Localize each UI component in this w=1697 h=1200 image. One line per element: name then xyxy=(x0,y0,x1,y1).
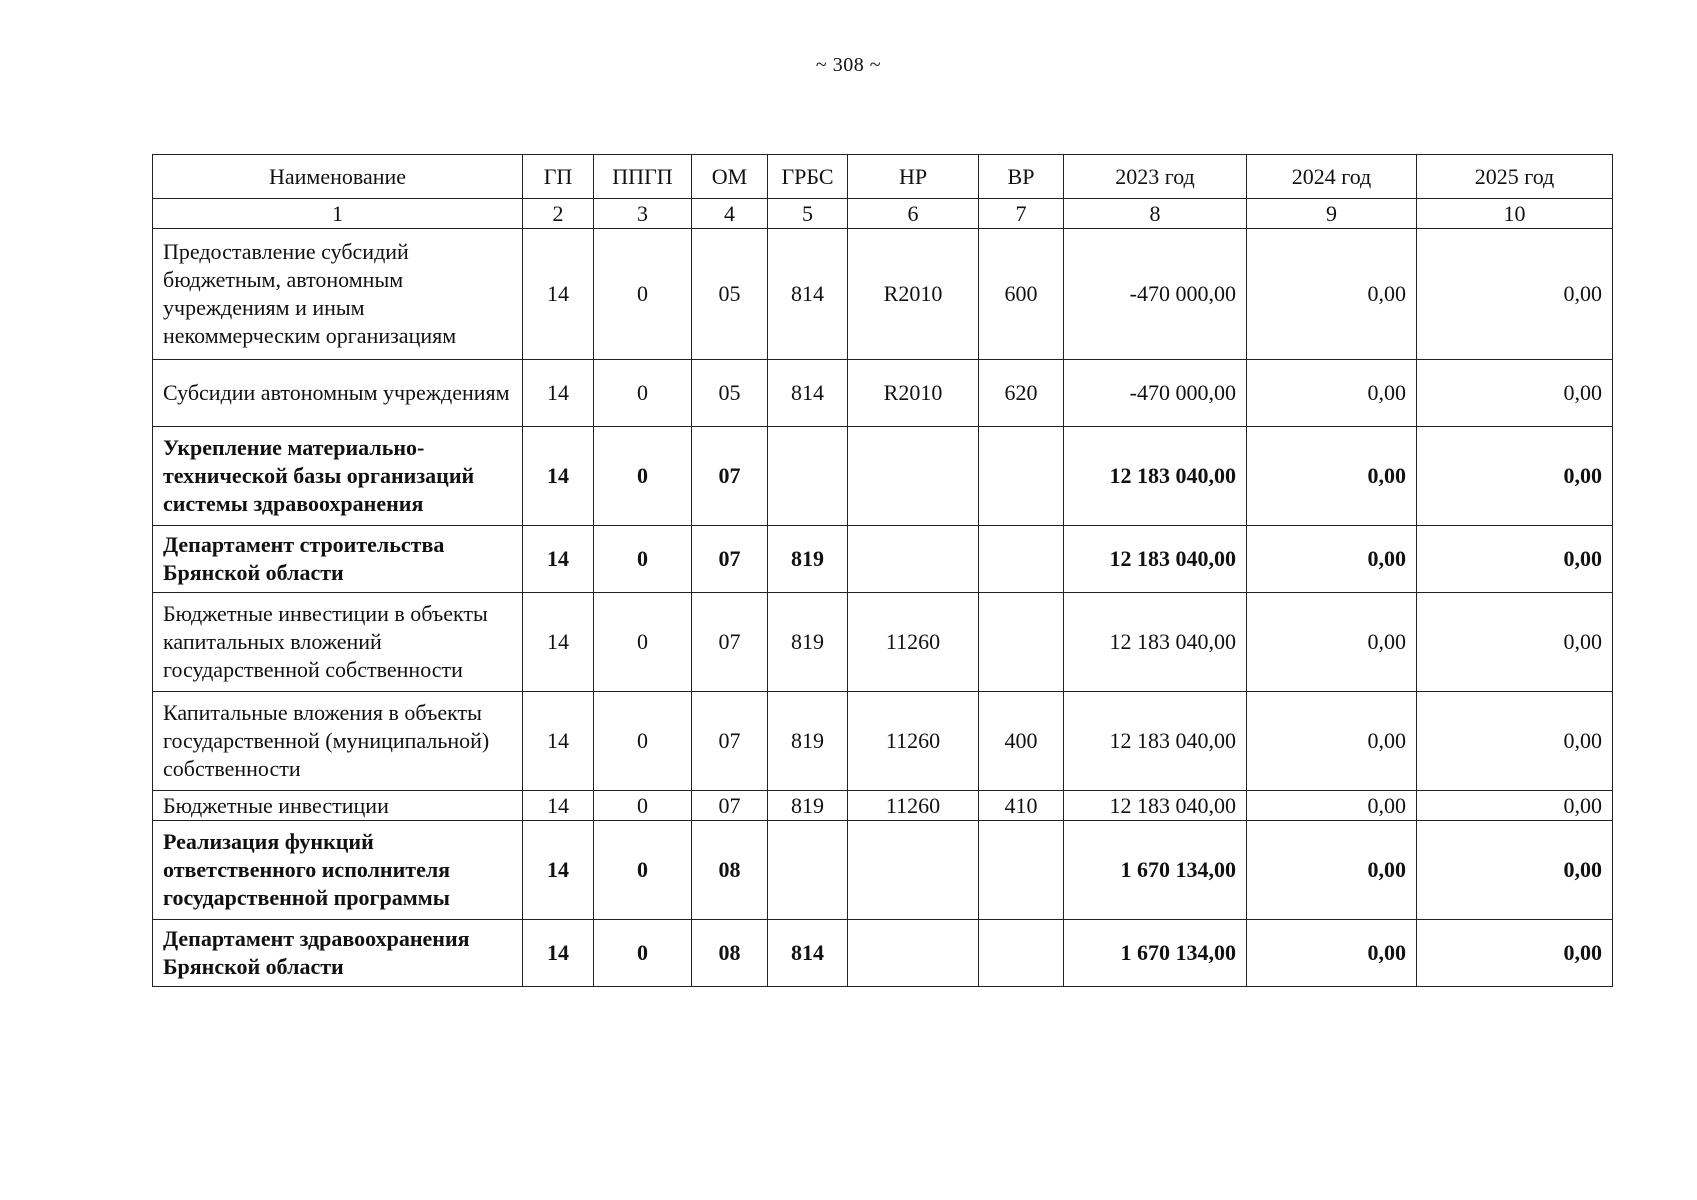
column-number: 10 xyxy=(1417,199,1613,229)
cell-name: Департамент строительства Брянской области xyxy=(153,526,523,593)
cell-grbs: 819 xyxy=(768,593,848,692)
cell-name: Бюджетные инвестиции xyxy=(153,791,523,821)
header-vr: ВР xyxy=(979,155,1064,199)
cell-om: 07 xyxy=(692,791,768,821)
cell-nr xyxy=(848,427,979,526)
table-row xyxy=(153,821,1613,920)
cell-ppgp: 0 xyxy=(594,427,692,526)
cell-om: 07 xyxy=(692,526,768,593)
cell-ppgp: 0 xyxy=(594,526,692,593)
column-number: 1 xyxy=(153,199,523,229)
cell-2023: -470 000,00 xyxy=(1064,360,1247,427)
column-number: 3 xyxy=(594,199,692,229)
cell-ppgp: 0 xyxy=(594,920,692,987)
cell-gp: 14 xyxy=(523,692,594,791)
cell-2023: 1 670 134,00 xyxy=(1064,821,1247,920)
table-row xyxy=(153,229,1613,360)
cell-2024: 0,00 xyxy=(1247,920,1417,987)
cell-ppgp: 0 xyxy=(594,821,692,920)
cell-vr xyxy=(979,427,1064,526)
cell-2024: 0,00 xyxy=(1247,821,1417,920)
column-number: 8 xyxy=(1064,199,1247,229)
cell-name: Предоставление субсидий бюджетным, автономным учреждениям и иным некоммерческим организациям xyxy=(153,229,523,360)
cell-2023: 12 183 040,00 xyxy=(1064,692,1247,791)
cell-grbs: 819 xyxy=(768,692,848,791)
column-number: 6 xyxy=(848,199,979,229)
header-name: Наименование xyxy=(153,155,523,199)
cell-ppgp: 0 xyxy=(594,791,692,821)
column-number: 5 xyxy=(768,199,848,229)
cell-gp: 14 xyxy=(523,360,594,427)
cell-gp: 14 xyxy=(523,526,594,593)
cell-2023: 12 183 040,00 xyxy=(1064,791,1247,821)
cell-nr: 11260 xyxy=(848,692,979,791)
cell-2023: -470 000,00 xyxy=(1064,229,1247,360)
cell-vr: 600 xyxy=(979,229,1064,360)
column-number: 4 xyxy=(692,199,768,229)
cell-nr: R2010 xyxy=(848,229,979,360)
cell-ppgp: 0 xyxy=(594,360,692,427)
cell-om: 07 xyxy=(692,692,768,791)
cell-2025: 0,00 xyxy=(1417,821,1613,920)
cell-2025: 0,00 xyxy=(1417,593,1613,692)
cell-nr: 11260 xyxy=(848,593,979,692)
cell-nr: R2010 xyxy=(848,360,979,427)
table-row xyxy=(153,526,1613,593)
table-row xyxy=(153,692,1613,791)
cell-grbs xyxy=(768,427,848,526)
header-om: ОМ xyxy=(692,155,768,199)
cell-vr: 400 xyxy=(979,692,1064,791)
cell-nr xyxy=(848,920,979,987)
cell-nr xyxy=(848,526,979,593)
cell-om: 07 xyxy=(692,593,768,692)
cell-ppgp: 0 xyxy=(594,229,692,360)
cell-2025: 0,00 xyxy=(1417,920,1613,987)
cell-om: 08 xyxy=(692,821,768,920)
table-row xyxy=(153,791,1613,821)
header-nr: НР xyxy=(848,155,979,199)
cell-grbs: 819 xyxy=(768,791,848,821)
cell-gp: 14 xyxy=(523,791,594,821)
cell-grbs: 814 xyxy=(768,920,848,987)
table-row xyxy=(153,593,1613,692)
cell-nr xyxy=(848,821,979,920)
cell-ppgp: 0 xyxy=(594,593,692,692)
table-row xyxy=(153,920,1613,987)
column-number-row xyxy=(153,199,1613,229)
cell-vr xyxy=(979,593,1064,692)
cell-vr: 620 xyxy=(979,360,1064,427)
cell-gp: 14 xyxy=(523,593,594,692)
cell-name: Субсидии автономным учреждениям xyxy=(153,360,523,427)
header-2024: 2024 год xyxy=(1247,155,1417,199)
cell-2023: 1 670 134,00 xyxy=(1064,920,1247,987)
header-ppgp: ППГП xyxy=(594,155,692,199)
column-number: 9 xyxy=(1247,199,1417,229)
cell-2025: 0,00 xyxy=(1417,360,1613,427)
cell-gp: 14 xyxy=(523,229,594,360)
cell-grbs: 814 xyxy=(768,360,848,427)
cell-2023: 12 183 040,00 xyxy=(1064,427,1247,526)
cell-om: 05 xyxy=(692,229,768,360)
cell-name: Бюджетные инвестиции в объекты капитальных вложений государственной собственности xyxy=(153,593,523,692)
cell-2024: 0,00 xyxy=(1247,427,1417,526)
cell-name: Департамент здравоохранения Брянской области xyxy=(153,920,523,987)
header-2023: 2023 год xyxy=(1064,155,1247,199)
cell-2025: 0,00 xyxy=(1417,229,1613,360)
budget-table xyxy=(152,154,1613,987)
cell-gp: 14 xyxy=(523,821,594,920)
cell-vr: 410 xyxy=(979,791,1064,821)
cell-vr xyxy=(979,920,1064,987)
table-row xyxy=(153,427,1613,526)
cell-vr xyxy=(979,526,1064,593)
cell-gp: 14 xyxy=(523,427,594,526)
cell-nr: 11260 xyxy=(848,791,979,821)
cell-om: 07 xyxy=(692,427,768,526)
cell-2023: 12 183 040,00 xyxy=(1064,526,1247,593)
cell-2024: 0,00 xyxy=(1247,229,1417,360)
cell-2025: 0,00 xyxy=(1417,526,1613,593)
cell-ppgp: 0 xyxy=(594,692,692,791)
cell-2024: 0,00 xyxy=(1247,593,1417,692)
header-row xyxy=(153,155,1613,199)
cell-vr xyxy=(979,821,1064,920)
column-number: 7 xyxy=(979,199,1064,229)
cell-om: 05 xyxy=(692,360,768,427)
cell-name: Капитальные вложения в объекты государственной (муниципальной) собственности xyxy=(153,692,523,791)
cell-2025: 0,00 xyxy=(1417,692,1613,791)
cell-om: 08 xyxy=(692,920,768,987)
cell-2025: 0,00 xyxy=(1417,427,1613,526)
column-number: 2 xyxy=(523,199,594,229)
cell-2024: 0,00 xyxy=(1247,791,1417,821)
page-number: ~ 308 ~ xyxy=(815,54,882,76)
cell-2024: 0,00 xyxy=(1247,692,1417,791)
cell-2023: 12 183 040,00 xyxy=(1064,593,1247,692)
cell-grbs xyxy=(768,821,848,920)
cell-grbs: 819 xyxy=(768,526,848,593)
header-2025: 2025 год xyxy=(1417,155,1613,199)
cell-2024: 0,00 xyxy=(1247,526,1417,593)
cell-name: Укрепление материально-технической базы организаций системы здравоохранения xyxy=(153,427,523,526)
cell-grbs: 814 xyxy=(768,229,848,360)
cell-2024: 0,00 xyxy=(1247,360,1417,427)
header-gp: ГП xyxy=(523,155,594,199)
cell-2025: 0,00 xyxy=(1417,791,1613,821)
table-row xyxy=(153,360,1613,427)
cell-name: Реализация функций ответственного исполнителя государственной программы xyxy=(153,821,523,920)
cell-gp: 14 xyxy=(523,920,594,987)
header-grbs: ГРБС xyxy=(768,155,848,199)
